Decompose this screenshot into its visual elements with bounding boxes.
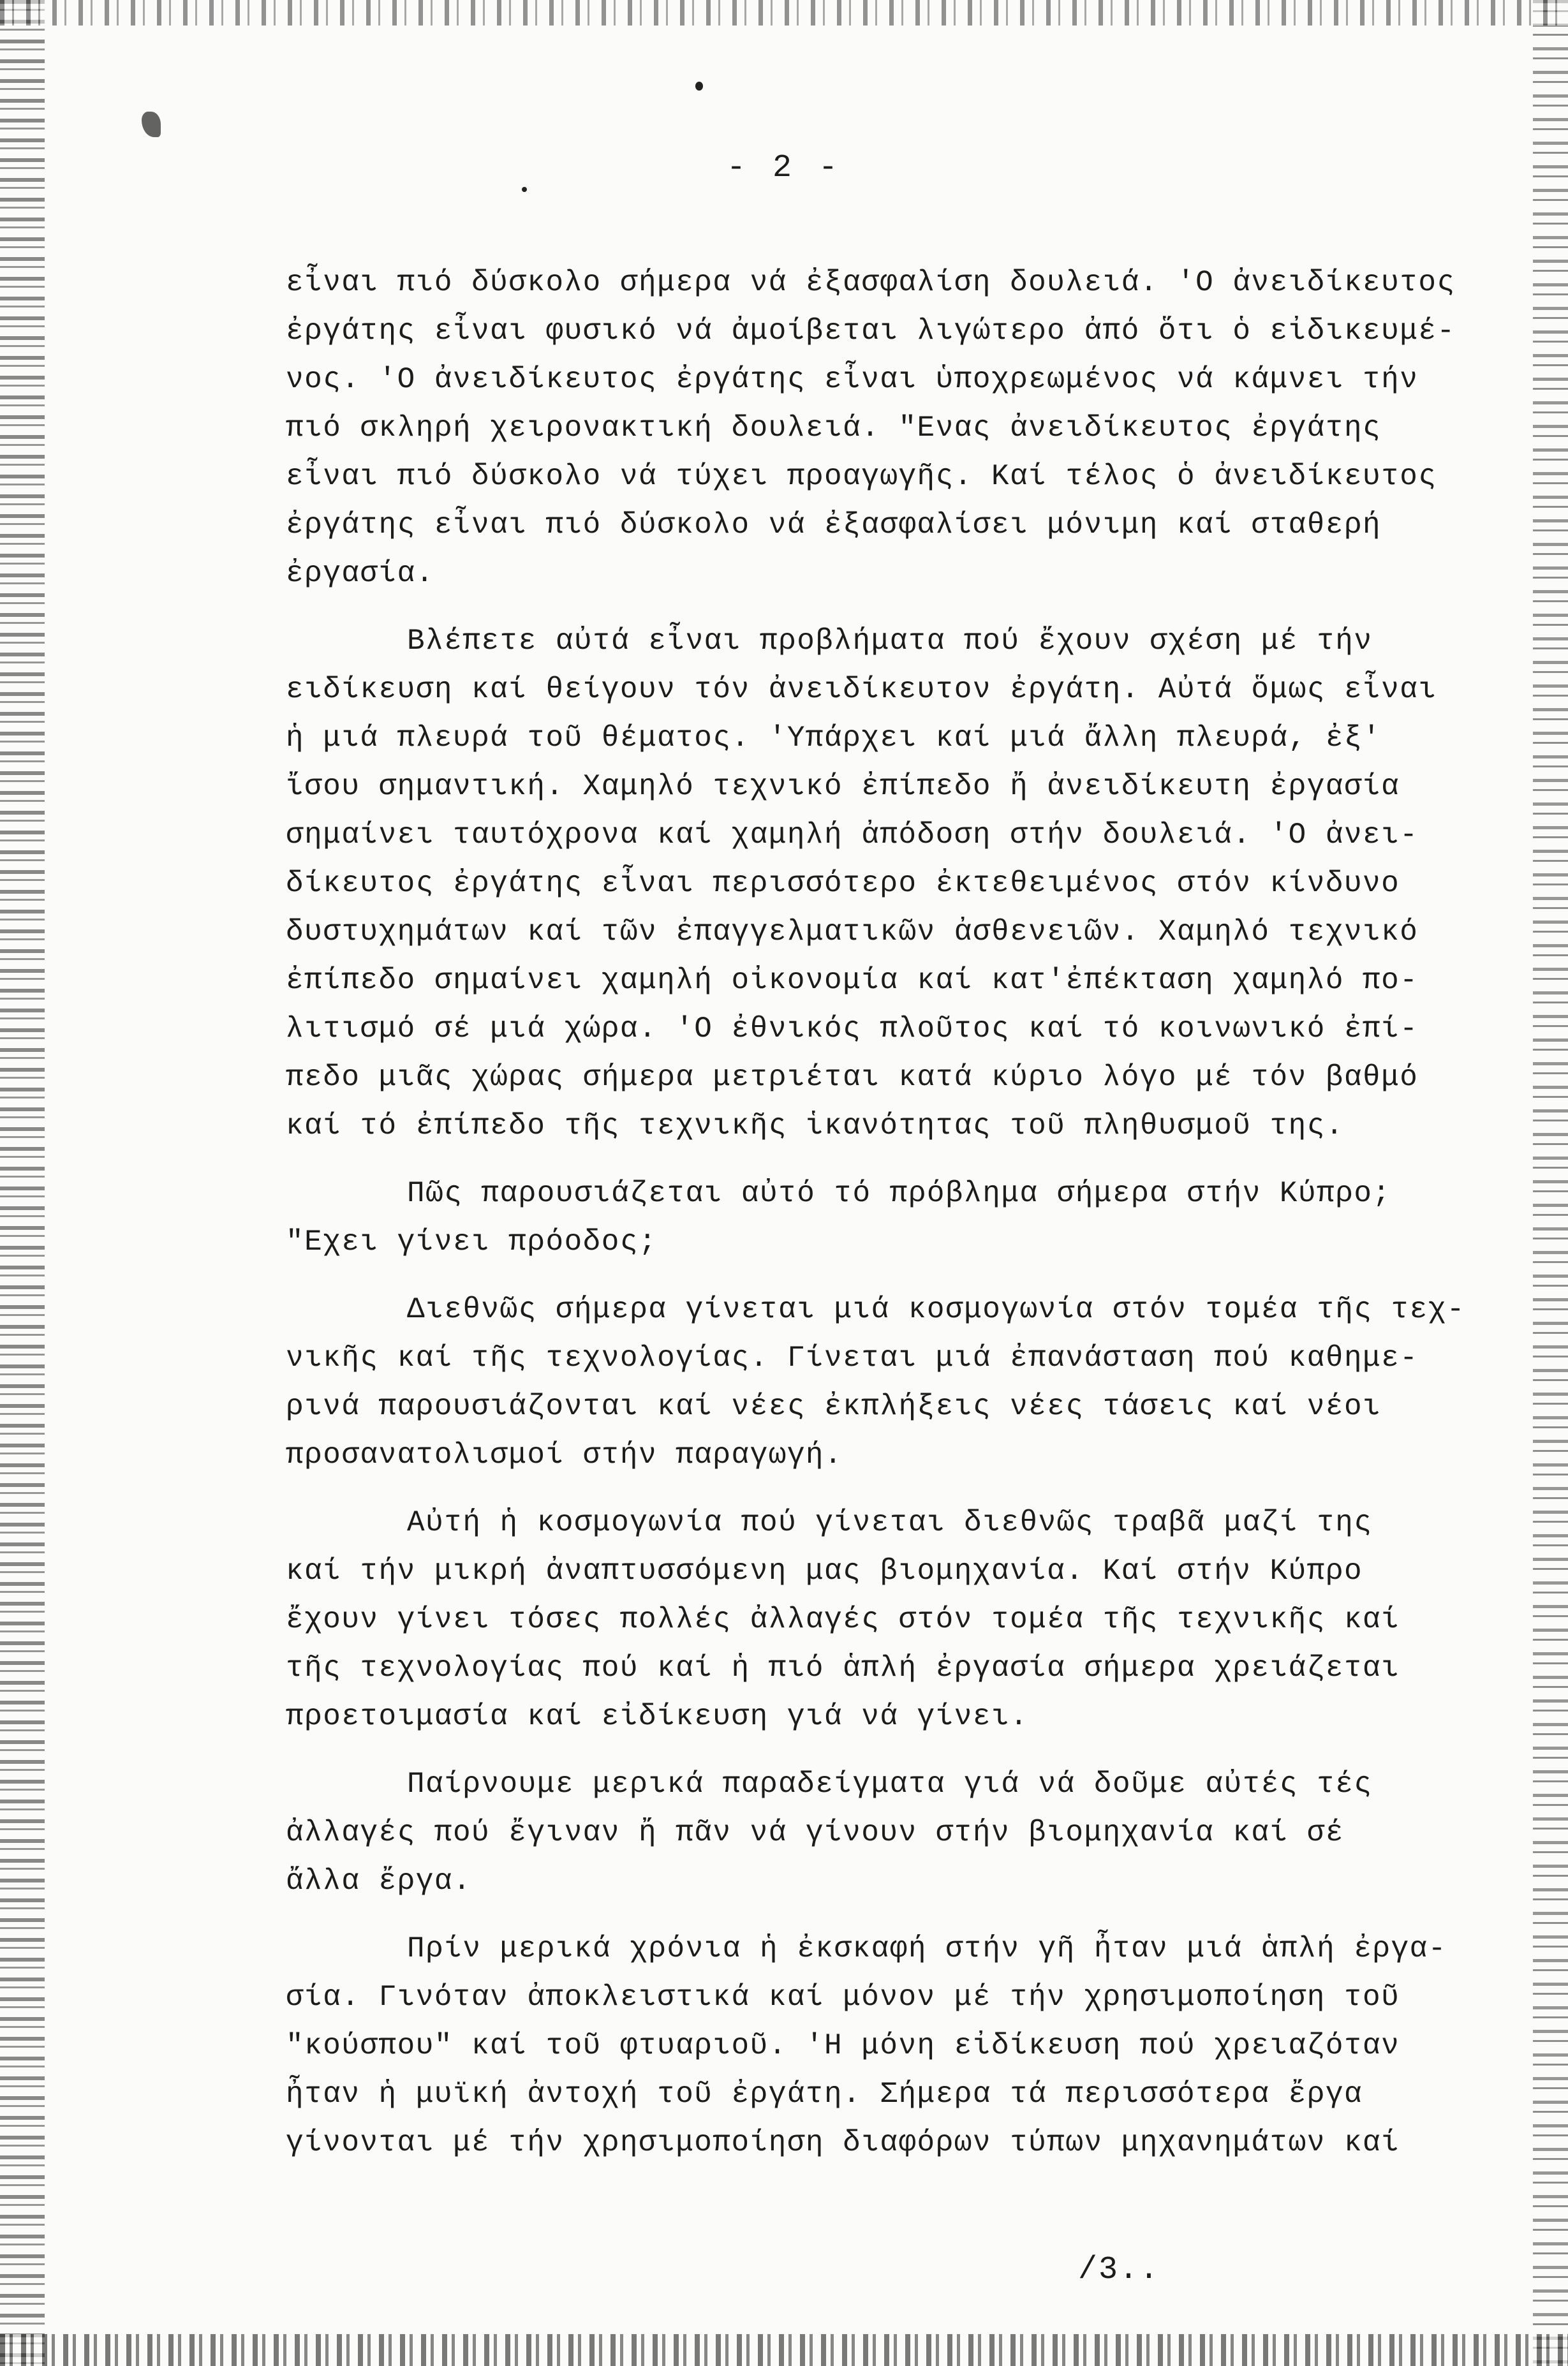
text-line: δίκευτος ἐργάτης εἶναι περισσότερο ἐκτεθειμένος στόν κίνδυνο (286, 867, 1400, 900)
document-body (286, 258, 1530, 2186)
text-line: ρινά παρουσιάζονται καί νέες ἐκπλήξεις νέες τάσεις καί νέοι (286, 1390, 1382, 1423)
text-line: πεδο μιᾶς χώρας σήμερα μετριέται κατά κύριο λόγο μέ τόν βαθμό (286, 1061, 1419, 1094)
text-line: ἴσου σημαντική. Χαμηλό τεχνικό ἐπίπεδο ἤ ἀνειδίκευτη ἐργασία (286, 770, 1400, 803)
text-line: ἄλλα ἔργα. (286, 1865, 472, 1898)
text-line: Πῶς παρουσιάζεται αὐτό τό πρόβλημα σήμερα στήν Κύπρο; (407, 1177, 1391, 1210)
text-line: ἦταν ἡ μυϊκή ἀντοχή τοῦ ἐργάτη. Σήμερα τά περισσότερα ἔργα (286, 2078, 1363, 2111)
text-line: νικῆς καί τῆς τεχνολογίας. Γίνεται μιά ἐπανάσταση πού καθημε- (286, 1342, 1419, 1375)
text-line: σία. Γινόταν ἀποκλειστικά καί μόνον μέ τήν χρησιμοποίηση τοῦ (286, 1981, 1400, 2014)
text-line: ἔχουν γίνει τόσες πολλές ἀλλαγές στόν τομέα τῆς τεχνικῆς καί (286, 1603, 1400, 1636)
paragraph-4 (286, 1285, 1530, 1479)
paragraph-2 (286, 617, 1530, 1150)
text-line: νος. 'Ο ἀνειδίκευτος ἐργάτης εἶναι ὑποχρεωμένος νά κάμνει τήν (286, 363, 1419, 396)
text-line: ἀλλαγές πού ἔγιναν ἤ πᾶν νά γίνουν στήν βιομηχανία καί σέ (286, 1816, 1344, 1849)
text-line: ἐπίπεδο σημαίνει χαμηλή οἰκονομία καί κατ'ἐπέκταση χαμηλό πο- (286, 964, 1419, 997)
text-line: Αὐτή ἡ κοσμογωνία πού γίνεται διεθνῶς τραβᾶ μαζί της (407, 1506, 1373, 1539)
scan-noise-top (0, 0, 1568, 26)
text-line: σημαίνει ταυτόχρονα καί χαμηλή ἀπόδοση στήν δουλειά. 'Ο ἀνει- (286, 818, 1419, 852)
text-line: καί τό ἐπίπεδο τῆς τεχνικῆς ἱκανότητας τοῦ πληθυσμοῦ της. (286, 1109, 1344, 1142)
text-line: εἶναι πιό δύσκολο σήμερα νά ἐξασφαλίση δουλειά. 'Ο ἀνειδίκευτος (286, 266, 1456, 299)
text-line: ἡ μιά πλευρά τοῦ θέματος. 'Υπάρχει καί μιά ἄλλη πλευρά, ἐξ' (286, 721, 1382, 755)
text-line: ἐργασία. (286, 557, 434, 590)
text-line: προετοιμασία καί εἰδίκευση γιά νά γίνει. (286, 1700, 1029, 1733)
text-line: ἐργάτης εἶναι φυσικό νά ἀμοίβεται λιγώτερο ἀπό ὅτι ὁ εἰδικευμέ- (286, 314, 1456, 348)
ink-speck (142, 112, 161, 137)
text-line: Βλέπετε αὐτά εἶναι προβλήματα πού ἔχουν σχέση μέ τήν (407, 625, 1373, 658)
text-line: Παίρνουμε μερικά παραδείγματα γιά νά δοῦμε αὐτές τές (407, 1768, 1373, 1801)
paragraph-7 (286, 1925, 1530, 2167)
text-line: Διεθνῶς σήμερα γίνεται μιά κοσμογωνία στόν τομέα τῆς τεχ- (407, 1293, 1465, 1326)
text-line: δυστυχημάτων καί τῶν ἐπαγγελματικῶν ἀσθενειῶν. Χαμηλό τεχνικό (286, 915, 1419, 949)
paragraph-3 (286, 1169, 1530, 1266)
text-line: εἶναι πιό δύσκολο νά τύχει προαγωγῆς. Καί τέλος ὁ ἀνειδίκευτος (286, 460, 1437, 493)
text-line: Πρίν μερικά χρόνια ἡ ἐκσκαφή στήν γῆ ἦταν μιά ἁπλή ἐργα- (407, 1932, 1447, 1965)
text-line: ἐργάτης εἶναι πιό δύσκολο νά ἐξασφαλίσει μόνιμη καί σταθερή (286, 508, 1382, 542)
text-line: "κούσπου" καί τοῦ φτυαριοῦ. 'Η μόνη εἰδίκευση πού χρειαζόταν (286, 2029, 1400, 2062)
paragraph-5 (286, 1498, 1530, 1741)
ink-speck (695, 82, 703, 91)
text-line: πιό σκληρή χειρονακτική δουλειά. "Ενας ἀνειδίκευτος ἐργάτης (286, 411, 1382, 445)
text-line: "Εχει γίνει πρόοδος; (286, 1225, 658, 1259)
text-line: ειδίκευση καί θείγουν τόν ἀνειδίκευτον ἐργάτη. Αὐτά ὅμως εἶναι (286, 673, 1437, 706)
scan-noise-left (0, 0, 45, 2366)
text-line: λιτισμό σέ μιά χώρα. 'Ο ἐθνικός πλοῦτος καί τό κοινωνικό ἐπί- (286, 1012, 1419, 1046)
paragraph-6 (286, 1760, 1530, 1905)
page-number: - 2 - (726, 150, 842, 186)
text-line: τῆς τεχνολογίας πού καί ἡ πιό ἁπλή ἐργασία σήμερα χρειάζεται (286, 1652, 1400, 1685)
continuation-marker: /3.. (1078, 2252, 1160, 2288)
paragraph-1 (286, 258, 1530, 598)
scan-noise-bottom (0, 2334, 1568, 2366)
ink-speck (522, 187, 527, 192)
text-line: προσανατολισμοί στήν παραγωγή. (286, 1438, 843, 1472)
text-line: γίνονται μέ τήν χρησιμοποίηση διαφόρων τύπων μηχανημάτων καί (286, 2126, 1400, 2159)
text-line: καί τήν μικρή ἀναπτυσσόμενη μας βιομηχανία. Καί στήν Κύπρο (286, 1555, 1363, 1588)
scan-noise-right (1533, 0, 1568, 2366)
